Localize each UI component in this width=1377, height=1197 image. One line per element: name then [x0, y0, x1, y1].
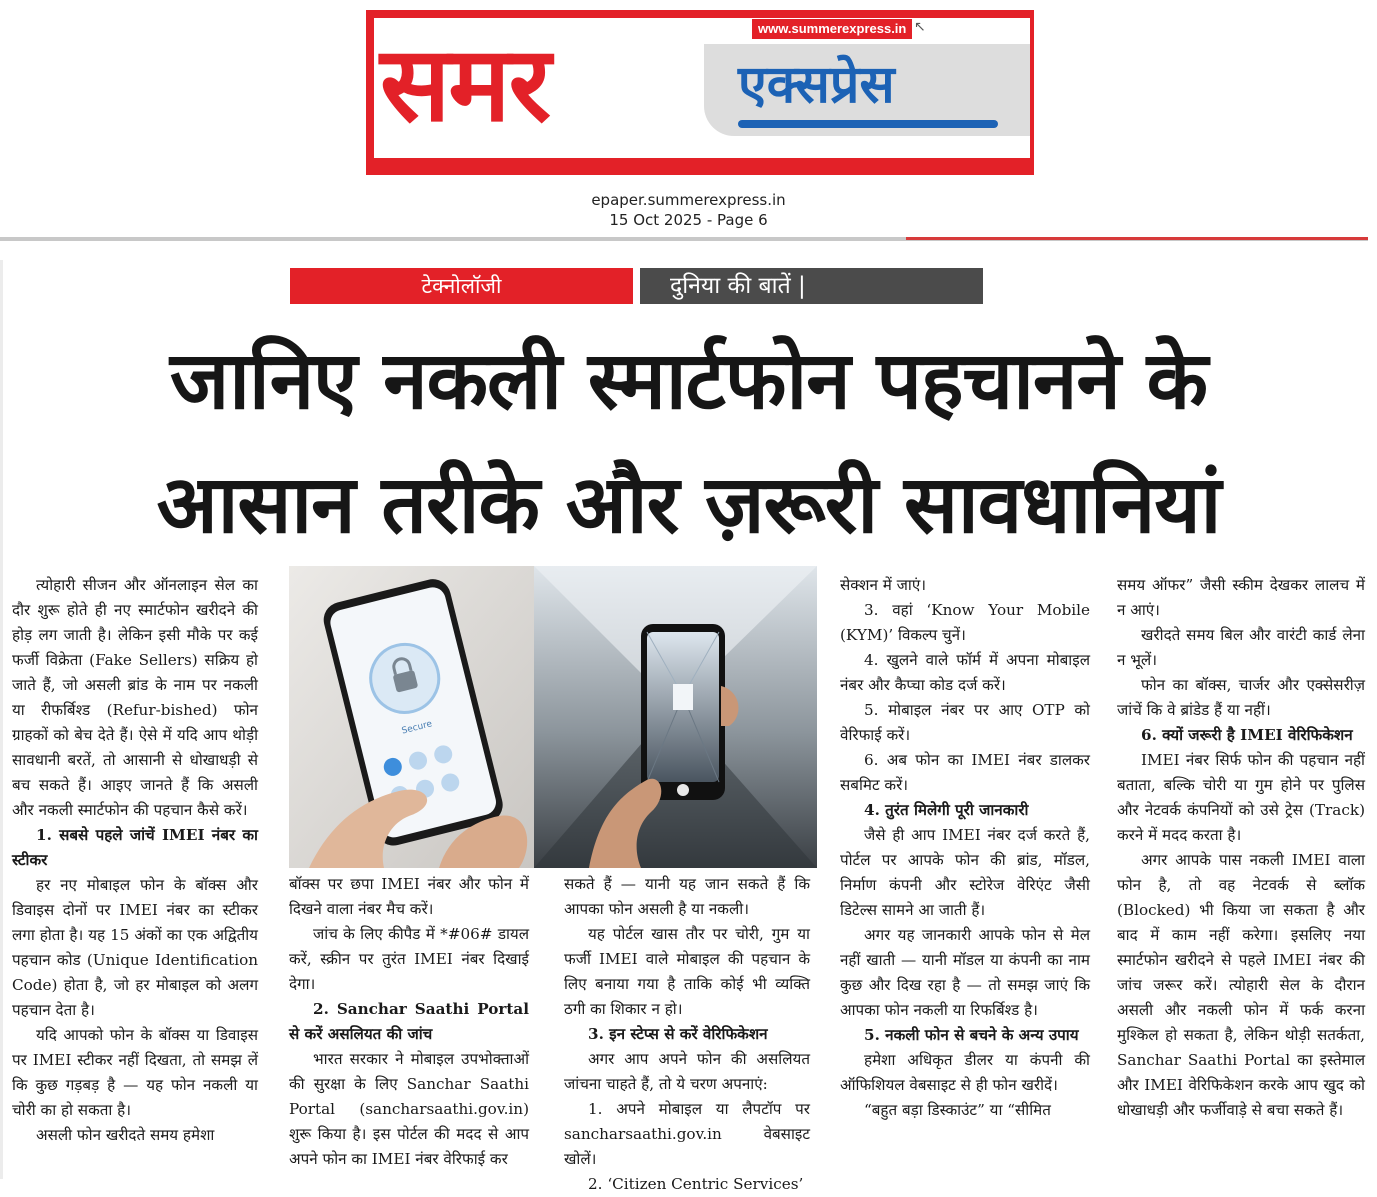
paragraph-continuation: समय ऑफर” जैसी स्कीम देखकर लालच में न आएं।: [1117, 576, 1365, 619]
paragraph-continuation: बॉक्स पर छपा IMEI नंबर और फोन में दिखने वाला नंबर मैच करें।: [289, 875, 529, 918]
paragraph-continuation: सकते हैं — यानी यह जान सकते हैं कि आपका फोन असली है या नकली।: [564, 875, 810, 918]
epaper-url[interactable]: epaper.summerexpress.in: [591, 191, 786, 209]
subsection-tag: दुनिया की बातें |: [640, 268, 983, 304]
paragraph: हर नए मोबाइल फोन के बॉक्स और डिवाइस दोनों पर IMEI नंबर का स्टीकर लगा होता है। यह 15 अंकों का एक अद्वितीय पहचान कोड (Unique Identification Code) होता है, जो हर मोबाइल को अलग पहचान देता है।: [12, 876, 258, 1019]
paragraph: खरीदते समय बिल और वारंटी कार्ड लेना न भूलें।: [1117, 626, 1365, 669]
paragraph: 1. अपने मोबाइल या लैपटॉप पर sancharsaathi.gov.in वेबसाइट खोलें।: [564, 1100, 810, 1168]
paragraph: त्योहारी सीजन और ऑनलाइन सेल का दौर शुरू होते ही नए स्मार्टफोन खरीदने की होड़ लग जाती है। लेकिन इसी मौके पर कई फर्जी विक्रेता (Fake Sellers) सक्रिय हो जाते हैं, जो असली ब्रांड के नाम पर नकली या रीफर्बिश्ड (Refur-bished) फोन ग्राहकों को बेच देते हैं। ऐसे में यदि आप थोड़ी सावधानी बरतें, तो आसानी से धोखाधड़ी से बच सकते हैं। आइए जानते हैं कि असली और नकली स्मार्टफोन की पहचान कैसे करें।: [12, 576, 258, 819]
paragraph: 2. ‘Citizen Centric Services’: [588, 1175, 804, 1193]
article-column-1: [12, 573, 258, 1148]
photo-right-phone: [534, 566, 817, 868]
article-column-4: [840, 573, 1090, 1123]
paragraph: हमेशा अधिकृत डीलर या कंपनी की ऑफिशियल वेबसाइट से ही फोन खरीदें।: [840, 1051, 1090, 1094]
paragraph: 4. खुलने वाले फॉर्म में अपना मोबाइल नंबर और कैप्चा कोड दर्ज करें।: [840, 651, 1090, 694]
paragraph: यह पोर्टल खास तौर पर चोरी, गुम या फर्जी IMEI वाले मोबाइल की पहचान के लिए बनाया गया है ताकि कोई भी व्यक्ति ठगी का शिकार न हो।: [564, 925, 810, 1018]
header-rule-accent: [906, 237, 1368, 240]
paragraph: 3. वहां ‘Know Your Mobile (KYM)’ विकल्प चुनें।: [840, 601, 1090, 644]
section-heading: 4. तुरंत मिलेगी पूरी जानकारी: [864, 801, 1029, 819]
paragraph: अगर आप अपने फोन की असलियत जांचना चाहते हैं, तो ये चरण अपनाएं:: [564, 1050, 810, 1093]
section-heading: 5. नकली फोन से बचने के अन्य उपाय: [864, 1026, 1079, 1044]
paragraph: 6. अब फोन का IMEI नंबर डालकर सबमिट करें।: [840, 751, 1090, 794]
paragraph: अगर यह जानकारी आपके फोन से मेल नहीं खाती — यानी मॉडल या कंपनी का नाम कुछ और दिख रहा है — तो समझ जाएं कि आपका फोन नकली या रिफर्बिश्ड है।: [840, 926, 1090, 1019]
masthead-logo-name: समर: [380, 23, 550, 145]
article-column-5: [1117, 573, 1365, 1123]
masthead-right-bar: [1030, 10, 1034, 175]
masthead-url[interactable]: www.summerexpress.in: [752, 19, 912, 39]
paragraph: फोन का बॉक्स, चार्जर और एक्सेसरीज़ जांचें कि वे ब्रांडेड हैं या नहीं।: [1117, 676, 1365, 719]
section-heading: 1. सबसे पहले जांचें IMEI नंबर का स्टीकर: [12, 826, 258, 869]
paragraph: असली फोन खरीदते समय हमेशा: [36, 1126, 215, 1144]
cursor-arrow-icon: ↖: [914, 19, 926, 35]
headline-line-2: आसान तरीके और ज़रूरी सावधानियां: [156, 458, 1221, 551]
paragraph: भारत सरकार ने मोबाइल उपभोक्ताओं की सुरक्षा के लिए Sanchar Saathi Portal (sancharsaathi.gov.in) शुरू किया है। इस पोर्टल की मदद से आप अपने फोन का IMEI नंबर वेरिफाई कर: [289, 1050, 529, 1168]
paragraph: “बहुत बड़ा डिस्काउंट” या “सीमित: [864, 1101, 1051, 1119]
article-column-3: [564, 872, 810, 1197]
paragraph: IMEI नंबर सिर्फ फोन की पहचान नहीं बताता, बल्कि चोरी या गुम होने पर पुलिस और नेटवर्क कंपनियों को उसे ट्रेस (Track) करने में मदद करता है।: [1117, 751, 1365, 844]
section-heading: 2. Sanchar Saathi Portal से करें असलियत की जांच: [289, 1000, 529, 1043]
masthead-left-bar: [366, 10, 374, 175]
section-tag: टेक्नोलॉजी: [290, 268, 633, 304]
paragraph-continuation: सेक्शन में जाएं।: [840, 576, 926, 594]
masthead-logo-sub: एक्सप्रेस: [738, 55, 895, 115]
epaper-date-page: 15 Oct 2025 - Page 6: [609, 211, 768, 229]
paragraph: यदि आपको फोन के बॉक्स या डिवाइस पर IMEI स्टीकर नहीं दिखता, तो समझ लें कि कुछ गड़बड़ है — यह फोन नकली या चोरी का हो सकता है।: [12, 1026, 258, 1119]
masthead: [366, 10, 1034, 175]
article-column-2: [289, 872, 529, 1172]
masthead-blue-underline: [738, 120, 998, 128]
section-heading: 6. क्यों जरूरी है IMEI वेरिफिकेशन: [1141, 726, 1353, 744]
section-heading: 3. इन स्टेप्स से करें वेरिफिकेशन: [588, 1025, 768, 1043]
paragraph: 5. मोबाइल नंबर पर आए OTP को वेरिफाई करें।: [840, 701, 1090, 744]
paragraph: जैसे ही आप IMEI नंबर दर्ज करते हैं, पोर्टल पर आपके फोन की ब्रांड, मॉडल, निर्माण कंपनी और स्टोरेज वेरिएंट जैसी डिटेल्स सामने आ जाती हैं।: [840, 826, 1090, 919]
paragraph: अगर आपके पास नकली IMEI वाला फोन है, तो वह नेटवर्क से ब्लॉक (Blocked) भी किया जा सकता है और बाद में काम नहीं करेगा। इसलिए नया स्मार्टफोन खरीदने से पहले IMEI नंबर की जांच जरूर करें। त्योहारी सेल के दौरान असली और नकली फोन में फर्क करना मुश्किल हो सकता है, लेकिन थोड़ी सतर्कता, Sanchar Saathi Portal का इस्तेमाल और IMEI वेरिफिकेशन करके आप खुद को धोखाधड़ी और फर्जीवाड़े से बचा सकते हैं।: [1117, 851, 1365, 1119]
photo-screen-label: Secure: [400, 719, 434, 737]
paragraph: जांच के लिए कीपैड में *#06# डायल करें, स्क्रीन पर तुरंत IMEI नंबर दिखाई देगा।: [289, 925, 529, 993]
headline-line-1: जानिए नकली स्मार्टफोन पहचानने के: [169, 334, 1208, 427]
article-photo: [289, 566, 817, 868]
masthead-bottom-bar: [366, 158, 1034, 175]
photo-left-phone: [289, 566, 534, 868]
